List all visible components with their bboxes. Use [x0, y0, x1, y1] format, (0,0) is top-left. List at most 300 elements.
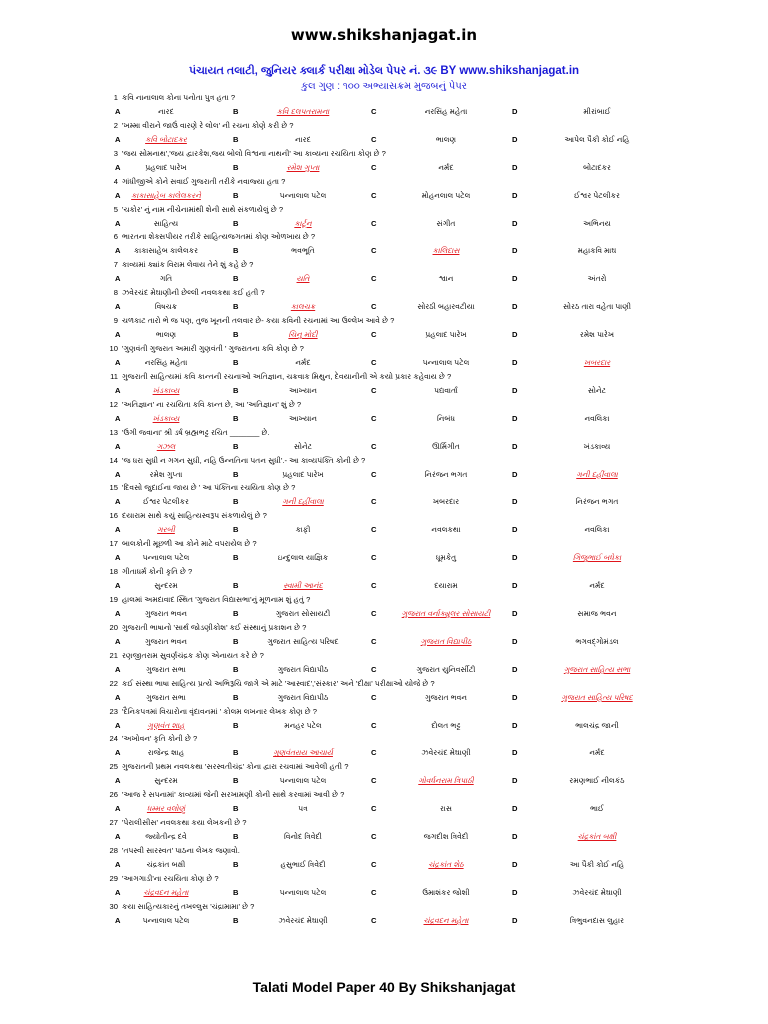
question-number: 25 [109, 762, 118, 772]
option-c: નિરંજન ભગત [424, 469, 468, 479]
option-a-correct-answer: ગઝલ [156, 441, 176, 451]
option-label-d: D [512, 469, 518, 479]
question-number: 1 [113, 93, 118, 102]
options-row [0, 161, 768, 174]
option-label-c: C [371, 776, 377, 786]
options-row [0, 746, 768, 759]
option-label-d: D [512, 776, 518, 786]
question-text: રણજીતરામ સુવર્ણચંદ્રક કોણ એનાયત કરે છે ? [122, 650, 264, 660]
option-d: બોટાદકર [583, 162, 611, 172]
option-c: જગદીશ ત્રિવેદી [423, 832, 469, 842]
option-b: ગુજરાત વિદ્યાપીઠ [277, 664, 329, 674]
option-label-d: D [512, 581, 518, 591]
option-a: ગુજરાત સભા [146, 664, 186, 674]
options-row [0, 802, 768, 815]
option-d: ઝવેરચંદ મેઘાણી [572, 887, 622, 897]
option-d-correct-answer: ખબરદાર [583, 358, 611, 368]
option-label-a: A [115, 246, 121, 256]
option-label-a: A [115, 302, 121, 312]
option-label-c: C [371, 525, 377, 535]
option-c-correct-answer: ગોવર્ધનરામ ત્રિપાઠી [418, 776, 474, 786]
option-b-correct-answer: કાલચક્ર [290, 302, 316, 312]
option-a-correct-answer: ધમ્મર વલોણું [146, 804, 186, 814]
option-label-c: C [371, 915, 377, 925]
option-c: ખબરદાર [432, 497, 460, 507]
option-d: મહાકવિ માઘ [577, 246, 617, 256]
option-label-c: C [371, 385, 377, 395]
option-b: ઝવેરચંદ મેઘાણી [278, 915, 328, 925]
question-number: 2 [113, 120, 118, 130]
question-number: 5 [113, 204, 118, 214]
option-c: મોહનલાલ પટેલ [421, 190, 471, 200]
question-text: 'દૈનિકપત્રમાં વિચારોના વૃંદાવનમાં ' કોલમ લખનાર લેખક કોણ છે ? [122, 706, 317, 716]
question-text: ગુજરાતી સાહિત્યમાં કવિ કાન્તની રચનાઓ અતિજ્ઞાન, ચક્રવાક મિથુન, દેવયાનીની એ કયો પ્રકાર કહેવાય છે ? [122, 371, 452, 381]
option-a: ચંદ્રકાંત બક્ષી [146, 860, 186, 870]
question-text: કવિ નાનાલાલ કોના પનોતા પુત્ર હતા ? [122, 93, 236, 102]
option-label-d: D [512, 441, 518, 451]
question-block [0, 594, 768, 622]
option-label-d: D [512, 609, 518, 619]
option-a: પન્નાલાલ પટેલ [142, 553, 190, 563]
question-block [0, 287, 768, 315]
option-c: નિબંધ [436, 413, 456, 423]
option-b: નર્મદ [295, 358, 311, 368]
option-a-correct-answer: કવિ બોટાદકર [145, 134, 187, 144]
question-block [0, 873, 768, 901]
option-label-c: C [371, 190, 377, 200]
question-number: 21 [109, 650, 118, 660]
option-label-c: C [371, 358, 377, 368]
option-b: ભવભૂતિ [291, 246, 315, 256]
question-list [0, 92, 768, 929]
option-c: ધૂમકેતુ [435, 553, 457, 563]
option-a: સાહિત્ય [153, 218, 179, 228]
paper-subtitle: કુલ ગુણ : ૧૦૦ અભ્યાસક્રમ મુજબનું પેપર [301, 81, 467, 92]
option-a: વિષચક્ર [154, 302, 178, 312]
option-b: ગુજરાત વિદ્યાપીઠ [277, 692, 329, 702]
options-row [0, 523, 768, 536]
option-label-c: C [371, 134, 377, 144]
option-label-b: B [233, 497, 239, 507]
question-block [0, 733, 768, 761]
option-label-c: C [371, 636, 377, 646]
options-row [0, 858, 768, 871]
option-label-c: C [371, 441, 377, 451]
question-text: 'ખમ્મા વીરાને જાઉં વારણે રે લોલ' ની રચના કોણે કરી છે ? [122, 120, 294, 130]
option-b: મનહર પટેલ [284, 720, 322, 730]
question-block [0, 817, 768, 845]
question-number: 27 [109, 818, 118, 828]
question-number: 24 [109, 734, 118, 744]
option-c-correct-answer: ચંદ્રવદન મહેતા [423, 915, 469, 925]
option-label-a: A [115, 134, 121, 144]
options-row [0, 468, 768, 481]
options-row [0, 356, 768, 369]
question-text: 'ચકોર' નું નામ નીચેનામાંથી શેની સાથે સંકળાયેલું છે ? [122, 204, 284, 214]
option-label-b: B [233, 776, 239, 786]
options-row [0, 300, 768, 313]
question-text: 'અખોવન' કૃતિ કોની છે ? [122, 734, 198, 744]
option-label-d: D [512, 915, 518, 925]
option-label-d: D [512, 190, 518, 200]
question-block [0, 92, 768, 120]
question-text: 'ગુણવંતી ગુજરાત અમારી ગુણવંતી ' ગુજરાતના કવિ કોણ છે ? [122, 344, 304, 354]
options-row [0, 328, 768, 341]
option-label-d: D [512, 720, 518, 730]
option-label-d: D [512, 162, 518, 172]
option-b: આખ્યાન [288, 413, 317, 423]
option-label-d: D [512, 302, 518, 312]
question-text: 'જય સોમનાથ','જય દ્વારકેશ,જય બોલો વિશ્વના નાથની' આ કાવ્યના રચયિતા કોણ છે ? [122, 148, 386, 158]
option-label-b: B [233, 246, 239, 256]
option-label-c: C [371, 413, 377, 423]
question-text: ગુજરાતની પ્રથમ નવલકથા 'સરસ્વતીચંદ્ર' કોના દ્વારા રચવામાં આવેલી હતી ? [122, 762, 349, 772]
option-label-b: B [233, 358, 239, 368]
options-row [0, 691, 768, 704]
options-row [0, 719, 768, 732]
option-d: નવલિકા [584, 525, 610, 535]
option-label-b: B [233, 413, 239, 423]
option-label-c: C [371, 609, 377, 619]
question-text: 'અતિજ્ઞાન' ના રચયિતા કવિ કાન્ત છે, આ 'અતિજ્ઞાન' શું છે ? [122, 399, 302, 409]
question-number: 23 [109, 706, 118, 716]
options-row [0, 217, 768, 230]
question-number: 19 [109, 595, 118, 605]
option-b: ગુજરાત સોસાયટી [275, 609, 331, 619]
option-a: પન્નાલાલ પટેલ [142, 915, 190, 925]
option-label-d: D [512, 887, 518, 897]
option-d: મીરાંબાઈ [583, 107, 611, 116]
option-label-a: A [115, 525, 121, 535]
option-label-a: A [115, 413, 121, 423]
option-a: સુન્દરમ [154, 581, 178, 591]
option-d: ત્રિભુવનદાસ લુહાર [569, 915, 625, 925]
option-b: પત્ર [298, 804, 308, 814]
question-block [0, 482, 768, 510]
option-label-b: B [233, 832, 239, 842]
option-label-d: D [512, 664, 518, 674]
option-label-c: C [371, 246, 377, 256]
question-text: ચળકાટ તારો ભે જ પણ, તુજ ખૂનની તલવાર છે- કયા કવિની રચનામાં આ ઉલ્લેખ આવે છે ? [122, 316, 395, 326]
question-number: 4 [113, 176, 118, 186]
option-label-b: B [233, 274, 239, 284]
option-a: ઈશ્વર પેટલીકર [143, 497, 189, 507]
option-label-a: A [115, 748, 121, 758]
option-label-c: C [371, 274, 377, 284]
options-row [0, 774, 768, 787]
options-row [0, 272, 768, 285]
option-label-a: A [115, 330, 121, 340]
option-d: સોરઠ તારા વહેતા પાણી [562, 302, 631, 312]
option-label-c: C [371, 581, 377, 591]
option-d: સમાજ ભવન [577, 609, 617, 619]
option-label-d: D [512, 553, 518, 563]
option-b-correct-answer: યતિ [296, 274, 310, 284]
option-c: સંગીત [436, 218, 456, 228]
question-number: 8 [113, 288, 118, 298]
option-label-b: B [233, 162, 239, 172]
option-d: નર્મદ [589, 581, 605, 591]
option-label-c: C [371, 497, 377, 507]
question-block [0, 789, 768, 817]
option-c-correct-answer: ચંદ્રકાંત શેઠ [428, 860, 464, 870]
option-label-a: A [115, 469, 121, 479]
options-row [0, 133, 768, 146]
option-b: વિનોદ ત્રિવેદી [284, 832, 322, 842]
question-number: 14 [109, 455, 118, 465]
question-text: ગુજરાતી ભાષાનો 'સાર્થ જોડણીકોશ' કઈ સંસ્થાનું પ્રકાશન છે ? [122, 622, 307, 632]
option-label-c: C [371, 330, 377, 340]
options-row [0, 579, 768, 592]
option-c: પ્રહલાદ પારેખ [425, 330, 467, 340]
option-a: નરસિંહ મહેતા [144, 358, 188, 368]
option-c: દોલત ભટ્ટ [431, 720, 461, 730]
option-label-b: B [233, 636, 239, 646]
question-text: 'ઉગી જવાના' શ્રી ડર્ષ બ્રહ્મભટ્ટ રચિત _______ છે. [122, 427, 270, 437]
options-row [0, 495, 768, 508]
question-number: 7 [113, 260, 118, 270]
option-label-c: C [371, 720, 377, 730]
question-number: 17 [109, 539, 118, 549]
option-label-b: B [233, 887, 239, 897]
option-label-a: A [115, 776, 121, 786]
option-d-correct-answer: ગની દહીંવાલા [576, 469, 618, 479]
option-c: સોરઠી બહારવટીયા [417, 302, 475, 312]
option-label-a: A [115, 162, 121, 172]
question-number: 10 [109, 344, 118, 354]
option-b: કાફી [295, 525, 311, 535]
option-d: આપેલ પૈકી કોઈ નહિ [564, 134, 630, 144]
option-b: સોનેટ [293, 441, 313, 451]
option-c: રાસ [440, 804, 452, 814]
option-label-b: B [233, 525, 239, 535]
option-label-b: B [233, 469, 239, 479]
question-number: 12 [109, 399, 118, 409]
option-c: પન્નાલાલ પટેલ [422, 358, 470, 368]
option-label-c: C [371, 553, 377, 563]
option-a: ગુજરાત સભા [146, 692, 186, 702]
option-d: નવલિકા [584, 413, 610, 423]
options-row [0, 105, 768, 118]
option-b: પન્નાલાલ પટેલ [279, 190, 327, 200]
question-block [0, 538, 768, 566]
option-label-c: C [371, 664, 377, 674]
option-a-correct-answer: ખંડકાવ્ય [152, 413, 180, 423]
option-d: સોનેટ [587, 385, 607, 395]
option-label-c: C [371, 302, 377, 312]
option-b-correct-answer: ગની દહીંવાલા [282, 497, 324, 507]
option-label-b: B [233, 553, 239, 563]
option-label-d: D [512, 107, 518, 116]
option-c: નવલકથા [431, 525, 461, 535]
option-a: ગુજરાત ભવન [144, 609, 188, 619]
options-row [0, 412, 768, 425]
option-d: રમેશ પારેખ [579, 330, 615, 340]
question-number: 6 [113, 232, 118, 242]
option-label-c: C [371, 804, 377, 814]
question-text: ગાંધીજીએ કોને સવાઈ ગુજરાતી તરીકે નવાજ્યા હતા ? [122, 176, 286, 186]
option-label-d: D [512, 525, 518, 535]
option-c-correct-answer: ગુજરાત વર્નાક્યુલર સોસાયટી [401, 609, 491, 619]
question-block [0, 427, 768, 455]
option-a: પ્રહલાદ પારેખ [145, 162, 187, 172]
option-label-b: B [233, 302, 239, 312]
option-c: પદ્યવાર્તા [434, 385, 458, 395]
option-label-a: A [115, 887, 121, 897]
question-block [0, 176, 768, 204]
option-label-a: A [115, 441, 121, 451]
option-c-correct-answer: કાલિદાસ [432, 246, 460, 256]
option-label-c: C [371, 469, 377, 479]
question-text: કઈ સંસ્થા ભાષા સાહિત્ય પ્રત્યે અભિરૂચિ જાગે એ માટે 'આસ્વાદ','સંસ્કાર' અને 'દીક્ષા' પરીક્ષાઓ યોજે છે ? [122, 678, 435, 688]
option-b: ગુજરાત સાહિત્ય પરિષદ [267, 636, 339, 646]
question-text: 'તપસ્વી સારસ્વત' પાઠના લેખક જણાવો. [122, 846, 240, 856]
option-b-correct-answer: ચિનુ મોદી [288, 330, 318, 340]
question-block [0, 231, 768, 259]
option-label-b: B [233, 385, 239, 395]
option-a-correct-answer: કાકાસાહેબ કાલેલકરને [131, 190, 201, 200]
option-label-b: B [233, 190, 239, 200]
options-row [0, 189, 768, 202]
question-text: ભારતના શેક્સપીયર તરીકે સાહિત્યજગતમાં કોણ ઓળખાય છે ? [122, 232, 316, 242]
option-b: પન્નાલાલ પટેલ [279, 776, 327, 786]
option-label-a: A [115, 581, 121, 591]
option-label-b: B [233, 720, 239, 730]
option-label-a: A [115, 218, 121, 228]
option-label-a: A [115, 832, 121, 842]
option-c: ભાલણ [435, 134, 457, 144]
option-c: દયારામ [434, 581, 458, 591]
option-label-a: A [115, 804, 121, 814]
question-block [0, 148, 768, 176]
option-label-d: D [512, 246, 518, 256]
option-label-a: A [115, 107, 121, 116]
option-c: ઊર્મિગીત [432, 441, 460, 451]
option-label-c: C [371, 832, 377, 842]
question-text: ઝવેરચંદ મેઘાણીની છેલ્લી નવલકથા કઈ હતી ? [122, 288, 265, 298]
question-block [0, 455, 768, 483]
question-block [0, 371, 768, 399]
question-block [0, 761, 768, 789]
question-number: 9 [113, 316, 118, 326]
options-row [0, 551, 768, 564]
option-c: ઉમાશંકર જોશી [422, 887, 470, 897]
question-block [0, 706, 768, 734]
question-block [0, 678, 768, 706]
question-block [0, 315, 768, 343]
option-label-d: D [512, 636, 518, 646]
option-label-a: A [115, 915, 121, 925]
option-label-b: B [233, 664, 239, 674]
option-d: ઈશ્વર પેટલીકર [574, 190, 620, 200]
options-row [0, 607, 768, 620]
option-label-a: A [115, 664, 121, 674]
option-label-d: D [512, 358, 518, 368]
question-text: 'આજ રે સપનામાં' કાવ્યમાં જેની સરખામણી કોની સાથે કરવામાં આવી છે ? [122, 790, 345, 800]
question-text: 'જ ધરા સુધી ન ગગન સુધી, નહિ ઉન્નતિના પતન સુધી'.- આ કાવ્યપંક્તિ કોની છે ? [122, 455, 366, 465]
option-d-correct-answer: ચંદ્રકાંત બક્ષી [577, 832, 617, 842]
option-a-correct-answer: ખંડકાવ્ય [152, 385, 180, 395]
question-number: 3 [113, 148, 118, 158]
option-a: રમેશ ગુપ્તા [149, 469, 183, 479]
question-block [0, 845, 768, 873]
option-d: રમણભાઈ નીલકંઠ [569, 776, 625, 786]
options-row [0, 384, 768, 397]
option-label-d: D [512, 804, 518, 814]
question-block [0, 622, 768, 650]
question-block [0, 204, 768, 232]
question-number: 15 [109, 483, 118, 493]
option-a: કાકાસાહેબ કાલેલકર [133, 246, 199, 256]
option-label-a: A [115, 636, 121, 646]
option-b: પ્રહલાદ પારેખ [282, 469, 324, 479]
option-label-b: B [233, 804, 239, 814]
option-a: રાજેન્દ્ર શાહ [147, 748, 185, 758]
option-b-correct-answer: કવિ દલપતરામના [276, 107, 330, 116]
question-block [0, 120, 768, 148]
option-label-d: D [512, 860, 518, 870]
option-a: સુન્દરમ [154, 776, 178, 786]
option-a-correct-answer: ગરબી [157, 525, 175, 535]
question-text: 'પેરાલીસીસ' નવલકથા કયા લેખકની છે ? [122, 818, 247, 828]
question-block [0, 901, 768, 929]
question-text: 'દિવસો જુદાઈના જાય છે ' આ પંક્તિના રચયિતા કોણ છે ? [122, 483, 296, 493]
options-row [0, 886, 768, 899]
option-label-b: B [233, 134, 239, 144]
option-b-correct-answer: કાર્ટૂન [294, 218, 312, 228]
option-label-b: B [233, 692, 239, 702]
option-label-d: D [512, 748, 518, 758]
option-a: ગુજરાત ભવન [144, 636, 188, 646]
option-label-d: D [512, 330, 518, 340]
option-a-correct-answer: ગુણવંત શાહ [147, 720, 185, 730]
question-block [0, 399, 768, 427]
question-block [0, 650, 768, 678]
option-label-a: A [115, 190, 121, 200]
question-text: બાલકોની મૂછળી આ કોને માટે વપરાયેલ છે ? [122, 539, 257, 549]
option-a: ગતિ [159, 274, 173, 284]
option-label-a: A [115, 609, 121, 619]
question-text: દયારામ સાથે કયું સાહિત્યસ્વરૂપ સંકળાયેલું છે ? [122, 511, 267, 521]
option-c: ઝવેરચંદ મેઘાણી [421, 748, 471, 758]
option-label-d: D [512, 218, 518, 228]
option-d-correct-answer: ગુજરાત સાહિત્ય પરિષદ [561, 692, 633, 702]
option-b: પન્નાલાલ પટેલ [279, 887, 327, 897]
paper-title-by: BY www.shikshanjagat.in [440, 65, 580, 77]
option-label-d: D [512, 832, 518, 842]
question-text: હાલમાં અમદાવાદ સ્થિત 'ગુજરાત વિદ્યાસભા'નું મૂળનામ શું હતું ? [122, 595, 311, 605]
question-block [0, 566, 768, 594]
option-c: ગુજરાત ભવન [424, 692, 468, 702]
option-label-c: C [371, 218, 377, 228]
option-label-b: B [233, 748, 239, 758]
option-label-b: B [233, 581, 239, 591]
question-block [0, 259, 768, 287]
option-b: નારદ [295, 134, 311, 144]
options-row [0, 830, 768, 843]
option-d: અંતરો [587, 274, 607, 284]
option-label-b: B [233, 441, 239, 451]
option-label-c: C [371, 887, 377, 897]
option-label-d: D [512, 134, 518, 144]
question-number: 22 [109, 678, 118, 688]
options-row [0, 244, 768, 257]
option-d: ભાલચંદ્ર જાની [575, 720, 619, 730]
question-number: 18 [109, 567, 118, 577]
option-label-d: D [512, 385, 518, 395]
option-b: ઇન્દુલાલ યાજ્ઞિક [277, 553, 329, 563]
site-url[interactable]: www.shikshanjagat.in [290, 26, 478, 44]
